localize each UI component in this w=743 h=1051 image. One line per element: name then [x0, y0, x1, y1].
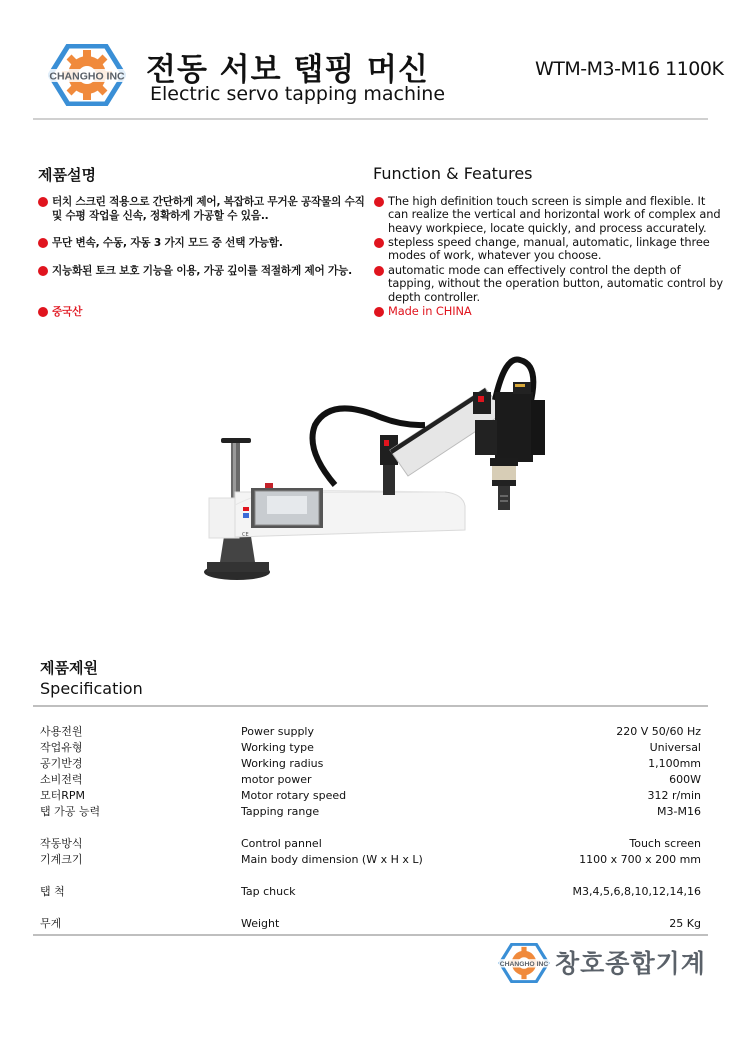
page-title-korean: 전동 서보 탭핑 머신	[146, 52, 429, 88]
bullet-dot-icon	[38, 197, 48, 207]
bullet-dot-icon	[374, 307, 384, 317]
feature-en-2: stepless speed change, manual, automatic, linkage three modes of work, whatever you choose.	[374, 236, 724, 263]
description-heading-english: Function & Features	[373, 164, 533, 183]
header-divider	[33, 118, 708, 120]
feature-ko-origin: 중국산	[38, 305, 368, 319]
spec-row-tap-chuck: 탭 척 Tap chuck M3,4,5,6,8,10,12,14,16	[40, 885, 701, 898]
page-title-english: Electric servo tapping machine	[150, 83, 446, 105]
bullet-dot-icon	[38, 238, 48, 248]
bullet-dot-icon	[374, 238, 384, 248]
feature-en-origin: Made in CHINA	[374, 305, 724, 318]
spec-row-tapping-range: 탭 가공 능력 Tapping range M3-M16	[40, 805, 701, 818]
footer-logo	[498, 943, 550, 983]
svg-text:CE: CE	[242, 532, 249, 538]
svg-text:CHANGHO INC: CHANGHO INC	[499, 960, 549, 968]
feature-ko-1: 터치 스크린 적용으로 간단하게 제어, 복잡하고 무거운 공작물의 수직 및 수평 작업을 신속, 정확하게 가공할 수 있음..	[38, 195, 368, 223]
spec-row-working-type: 작업유형 Working type Universal	[40, 741, 701, 754]
spec-row-dimension: 기계크기 Main body dimension (W x H x L) 1100 x 700 x 200 mm	[40, 853, 701, 866]
product-image	[195, 330, 565, 590]
model-number: WTM-M3-M16 1100K	[535, 58, 724, 80]
bullet-dot-icon	[38, 266, 48, 276]
changho-logo-icon	[48, 44, 126, 106]
bullet-dot-icon	[374, 266, 384, 276]
description-heading-korean: 제품설명	[38, 166, 96, 184]
spec-row-working-radius: 공기반경 Working radius 1,100mm	[40, 757, 701, 770]
spec-divider-bottom	[33, 934, 708, 936]
spec-row-weight: 무게 Weight 25 Kg	[40, 917, 701, 930]
spec-row-power-supply: 사용전원 Power supply 220 V 50/60 Hz	[40, 725, 701, 738]
feature-ko-3: 지능화된 토크 보호 기능을 이용, 가공 깊이를 적절하게 제어 가능.	[38, 264, 368, 278]
feature-en-3: automatic mode can effectively control the depth of tapping, without the operation button, automatic control by depth controller.	[374, 264, 724, 304]
changho-logo-icon	[498, 943, 550, 983]
svg-text:CHANGHO INC: CHANGHO INC	[49, 70, 125, 83]
spec-heading-korean: 제품제원	[40, 659, 98, 677]
spec-row-motor-rpm: 모터RPM Motor rotary speed 312 r/min	[40, 789, 701, 802]
spec-row-motor-power: 소비전력 motor power 600W	[40, 773, 701, 786]
spec-heading-english: Specification	[40, 679, 143, 698]
spec-divider-top	[33, 705, 708, 707]
feature-en-1: The high definition touch screen is simple and flexible. It can realize the vertical and horizontal work of complex and heavy workpiece, locate quickly, and process accurately.	[374, 195, 724, 235]
tapping-machine-illustration	[195, 330, 565, 590]
footer-company-name: 창호종합기계	[555, 949, 706, 978]
feature-ko-2: 무단 변속, 수동, 자동 3 가지 모드 중 선택 가능함.	[38, 236, 368, 250]
bullet-dot-icon	[38, 307, 48, 317]
company-logo	[48, 44, 126, 106]
bullet-dot-icon	[374, 197, 384, 207]
spec-row-control-panel: 작동방식 Control pannel Touch screen	[40, 837, 701, 850]
